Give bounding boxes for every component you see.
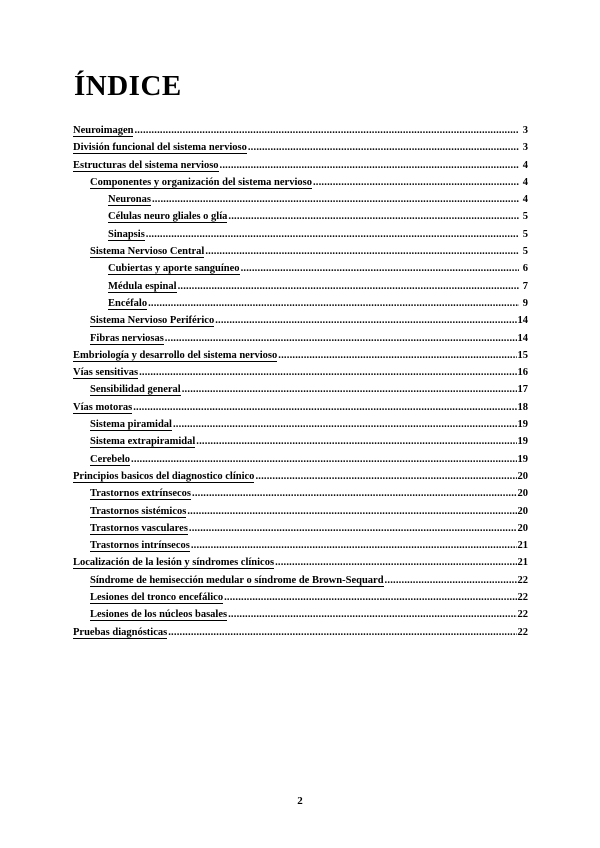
toc-entry[interactable]	[73, 281, 528, 298]
toc-entry-text[interactable]: Sensibilidad general	[90, 384, 181, 396]
toc-entry[interactable]	[73, 592, 528, 609]
toc-entry-page: 3	[522, 125, 528, 136]
toc-entry-text[interactable]: Sinapsis	[108, 228, 145, 240]
toc-entry[interactable]	[73, 436, 528, 453]
toc-entry[interactable]	[73, 454, 528, 471]
toc-leader-dots	[278, 350, 516, 361]
toc-entry-page: 4	[522, 159, 528, 171]
toc-entry-text[interactable]: Síndrome de hemisección medular o síndrome de Brown-Sequard	[90, 574, 384, 586]
toc-leader-dots	[248, 142, 519, 153]
toc-entry-text[interactable]: Componentes y organización del sistema nervioso	[90, 176, 312, 188]
toc-entry[interactable]	[73, 177, 528, 194]
toc-entry[interactable]	[73, 229, 528, 246]
toc-entry-page: 20	[517, 488, 528, 500]
toc-entry[interactable]	[73, 246, 528, 263]
toc-entry-page: 6	[522, 263, 528, 275]
toc-entry[interactable]	[73, 609, 528, 626]
toc-entry-text[interactable]: Trastornos intrínsecos	[90, 540, 190, 552]
toc-leader-dots	[196, 436, 516, 447]
toc-entry-text[interactable]: Sistema Nervioso Periférico	[90, 315, 215, 327]
toc-entry-text[interactable]: Neuroimagen	[73, 125, 134, 136]
toc-leader-dots	[224, 592, 516, 603]
toc-leader-dots	[133, 402, 516, 413]
toc-entry-page: 5	[522, 228, 528, 240]
toc-entry[interactable]	[73, 350, 528, 367]
toc-entry-text[interactable]: Cerebelo	[90, 453, 131, 465]
toc-entry-page: 20	[517, 505, 528, 517]
toc-entry-text[interactable]: División funcional del sistema nervioso	[73, 142, 247, 154]
toc-entry-page: 14	[517, 315, 528, 327]
toc-entry[interactable]	[73, 506, 528, 523]
table-of-contents	[73, 125, 528, 644]
toc-entry-text[interactable]: Localización de la lesión y síndromes clínicos	[73, 557, 275, 569]
toc-leader-dots	[192, 488, 517, 499]
toc-entry[interactable]	[73, 402, 528, 419]
toc-leader-dots	[146, 229, 519, 240]
toc-leader-dots	[189, 523, 517, 534]
toc-entry-page: 3	[522, 142, 528, 154]
toc-entry-page: 16	[517, 367, 528, 379]
toc-entry-text[interactable]: Estructuras del sistema nervioso	[73, 159, 219, 171]
toc-entry-page: 21	[517, 557, 528, 569]
toc-entry-page: 9	[522, 297, 528, 309]
toc-leader-dots	[148, 298, 519, 309]
toc-entry[interactable]	[73, 471, 528, 488]
toc-entry-page: 21	[517, 540, 528, 552]
toc-entry[interactable]	[73, 367, 528, 384]
toc-entry-text[interactable]: Vías motoras	[73, 401, 133, 413]
toc-entry-text[interactable]: Trastornos vasculares	[90, 522, 188, 534]
toc-entry-page: 4	[522, 176, 528, 188]
toc-leader-dots	[131, 454, 516, 465]
toc-entry[interactable]	[73, 488, 528, 505]
toc-entry[interactable]	[73, 540, 528, 557]
toc-leader-dots	[275, 557, 516, 568]
toc-leader-dots	[228, 609, 516, 620]
toc-leader-dots	[173, 419, 517, 430]
toc-entry-text[interactable]: Encéfalo	[108, 297, 148, 309]
toc-entry-text[interactable]: Neuronas	[108, 194, 151, 206]
toc-leader-dots	[168, 627, 516, 638]
page-number: 2	[297, 795, 303, 807]
toc-entry-text[interactable]: Lesiones de los núcleos basales	[90, 609, 228, 621]
toc-entry[interactable]	[73, 333, 528, 350]
toc-entry-page: 19	[517, 419, 528, 431]
toc-entry-page: 15	[517, 349, 528, 361]
toc-entry[interactable]	[73, 557, 528, 574]
toc-entry[interactable]	[73, 263, 528, 280]
toc-entry-page: 19	[517, 453, 528, 465]
toc-entry[interactable]	[73, 125, 528, 142]
toc-entry-page: 5	[522, 211, 528, 223]
toc-leader-dots	[182, 384, 517, 395]
toc-entry-text[interactable]: Vías sensitivas	[73, 367, 139, 379]
toc-entry[interactable]	[73, 419, 528, 436]
toc-leader-dots	[134, 125, 519, 136]
toc-entry-page: 5	[522, 246, 528, 258]
toc-entry-text[interactable]: Sistema extrapiramidal	[90, 436, 196, 448]
toc-leader-dots	[385, 575, 517, 586]
toc-entry-page: 20	[517, 470, 528, 482]
toc-entry[interactable]	[73, 211, 528, 228]
toc-entry-page: 22	[517, 592, 528, 604]
toc-entry-page: 22	[517, 609, 528, 621]
toc-leader-dots	[215, 315, 516, 326]
toc-entry[interactable]	[73, 160, 528, 177]
toc-entry-text[interactable]: Sistema piramidal	[90, 419, 172, 431]
toc-entry[interactable]	[73, 298, 528, 315]
toc-entry-page: 19	[517, 436, 528, 448]
toc-entry[interactable]	[73, 575, 528, 592]
toc-entry-text[interactable]: Trastornos extrínsecos	[90, 488, 191, 500]
toc-leader-dots	[220, 160, 519, 171]
toc-entry-text[interactable]: Embriología y desarrollo del sistema nervioso	[73, 349, 278, 361]
toc-entry-text[interactable]: Principios basicos del diagnostico clínico	[73, 470, 255, 482]
page-title: ÍNDICE	[74, 70, 182, 102]
toc-entry-text[interactable]: Lesiones del tronco encefálico	[90, 592, 224, 604]
toc-entry-text[interactable]: Médula espinal	[108, 280, 177, 292]
toc-leader-dots	[241, 263, 519, 274]
toc-entry[interactable]	[73, 142, 528, 159]
toc-entry-page: 22	[517, 626, 528, 638]
toc-entry[interactable]	[73, 315, 528, 332]
toc-entry[interactable]	[73, 523, 528, 540]
toc-entry-page: 14	[517, 332, 528, 344]
toc-entry[interactable]	[73, 627, 528, 644]
toc-leader-dots	[139, 367, 516, 378]
toc-entry-page: 4	[522, 194, 528, 206]
toc-leader-dots	[187, 506, 516, 517]
toc-entry-page: 18	[517, 401, 528, 413]
toc-entry-text[interactable]: Pruebas diagnósticas	[73, 626, 168, 638]
toc-entry-text[interactable]: Sistema Nervioso Central	[90, 246, 205, 258]
toc-entry-page: 17	[517, 384, 528, 396]
toc-entry[interactable]	[73, 384, 528, 401]
toc-leader-dots	[255, 471, 516, 482]
toc-entry-text[interactable]: Cubiertas y aporte sanguíneo	[108, 263, 240, 275]
toc-leader-dots	[205, 246, 519, 257]
toc-entry-text[interactable]: Células neuro gliales o glía	[108, 211, 228, 223]
toc-entry[interactable]	[73, 194, 528, 211]
toc-entry-page: 20	[517, 522, 528, 534]
toc-entry-page: 22	[517, 574, 528, 586]
toc-leader-dots	[178, 281, 519, 292]
toc-entry-text[interactable]: Fibras nerviosas	[90, 332, 164, 344]
toc-leader-dots	[191, 540, 517, 551]
toc-leader-dots	[152, 194, 519, 205]
toc-entry-text[interactable]: Trastornos sistémicos	[90, 505, 187, 517]
toc-leader-dots	[228, 211, 519, 222]
toc-leader-dots	[313, 177, 519, 188]
toc-leader-dots	[165, 333, 517, 344]
toc-entry-page: 7	[522, 280, 528, 292]
